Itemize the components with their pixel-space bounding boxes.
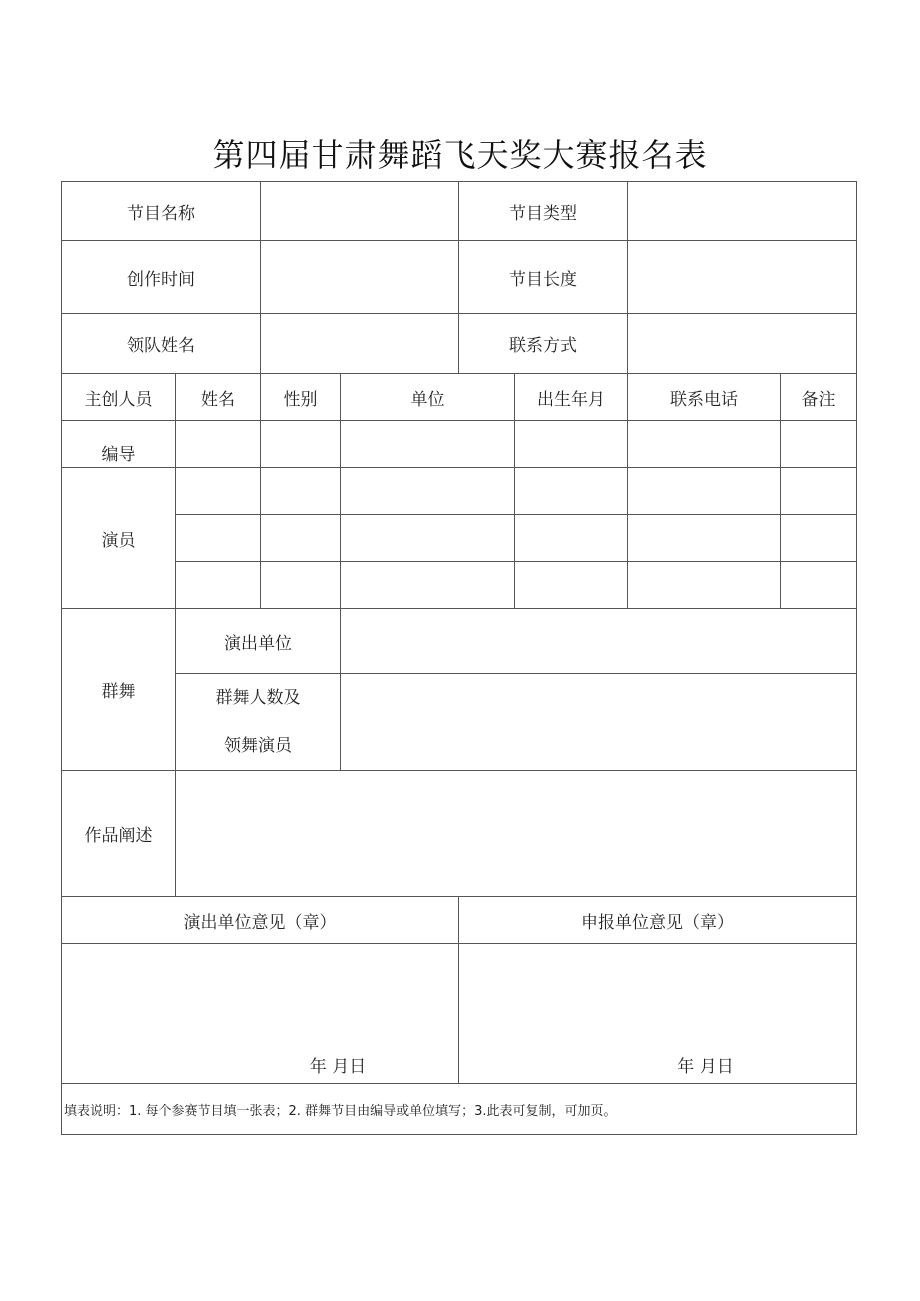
performer-gender-field[interactable] <box>261 515 341 562</box>
description-field[interactable] <box>176 771 857 897</box>
note-row <box>62 1084 857 1135</box>
group-unit-label: 演出单位 <box>176 609 341 674</box>
performer-name-field[interactable] <box>176 468 261 515</box>
creation-time-label: 创作时间 <box>62 241 261 314</box>
group-count-row <box>62 674 857 771</box>
performer-phone-field[interactable] <box>628 468 781 515</box>
performer-gender-field[interactable] <box>261 562 341 609</box>
performer-remark-field[interactable] <box>781 468 857 515</box>
perf-unit-opinion-label: 演出单位意见（章） <box>62 897 459 944</box>
performer-phone-field[interactable] <box>628 515 781 562</box>
group-unit-row <box>62 609 857 674</box>
performer-birth-field[interactable] <box>515 468 628 515</box>
group-count-label-line2: 领舞演员 <box>224 736 292 756</box>
director-birth-field[interactable] <box>515 421 628 468</box>
info-row-2 <box>62 241 857 314</box>
perf-unit-opinion-field[interactable] <box>62 944 459 1084</box>
performer-remark-field[interactable] <box>781 515 857 562</box>
group-count-field[interactable] <box>341 674 857 771</box>
performer-unit-field[interactable] <box>341 468 515 515</box>
program-type-field[interactable] <box>628 182 857 241</box>
director-remark-field[interactable] <box>781 421 857 468</box>
header-birth: 出生年月 <box>515 374 628 421</box>
director-gender-field[interactable] <box>261 421 341 468</box>
performer-name-field[interactable] <box>176 515 261 562</box>
director-label-text: 编导 <box>101 444 136 465</box>
director-label <box>62 421 176 468</box>
group-dance-label: 群舞 <box>62 609 176 771</box>
registration-table <box>61 181 857 1135</box>
apply-unit-opinion-label: 申报单位意见（章） <box>459 897 857 944</box>
header-phone: 联系电话 <box>628 374 781 421</box>
performer-unit-field[interactable] <box>341 515 515 562</box>
performer-unit-field[interactable] <box>341 562 515 609</box>
contact-label: 联系方式 <box>459 314 628 374</box>
director-unit-field[interactable] <box>341 421 515 468</box>
performer-gender-field[interactable] <box>261 468 341 515</box>
header-remark: 备注 <box>781 374 857 421</box>
header-unit: 单位 <box>341 374 515 421</box>
leader-name-field[interactable] <box>261 314 459 374</box>
performer-row <box>62 562 857 609</box>
description-row <box>62 771 857 897</box>
opinion-body-row <box>62 944 857 1084</box>
fill-instructions: 填表说明：1. 每个参赛节目填一张表；2. 群舞节目由编导或单位填写；3.此表可复制，可加页。 <box>62 1084 857 1135</box>
program-name-label: 节目名称 <box>62 182 261 241</box>
program-length-field[interactable] <box>628 241 857 314</box>
description-label: 作品阐述 <box>62 771 176 897</box>
group-unit-field[interactable] <box>341 609 857 674</box>
apply-unit-opinion-field[interactable] <box>459 944 857 1084</box>
performer-label: 演员 <box>62 468 176 609</box>
director-phone-field[interactable] <box>628 421 781 468</box>
performer-phone-field[interactable] <box>628 562 781 609</box>
director-name-field[interactable] <box>176 421 261 468</box>
form-title: 第四届甘肃舞蹈飞天奖大赛报名表 <box>212 136 708 174</box>
program-name-field[interactable] <box>261 182 459 241</box>
info-row-1 <box>62 182 857 241</box>
performer-remark-field[interactable] <box>781 562 857 609</box>
staff-header-row <box>62 374 857 421</box>
director-row <box>62 421 857 468</box>
info-row-3 <box>62 314 857 374</box>
performer-row <box>62 515 857 562</box>
apply-unit-date: 年 月日 <box>677 1057 734 1077</box>
leader-name-label: 领队姓名 <box>62 314 261 374</box>
opinion-header-row <box>62 897 857 944</box>
perf-unit-date: 年 月日 <box>309 1057 367 1077</box>
program-length-label: 节目长度 <box>459 241 628 314</box>
performer-row <box>62 468 857 515</box>
header-gender: 性别 <box>261 374 341 421</box>
program-type-label: 节目类型 <box>459 182 628 241</box>
group-count-label-line1: 群舞人数及 <box>215 688 301 708</box>
performer-birth-field[interactable] <box>515 515 628 562</box>
creation-time-field[interactable] <box>261 241 459 314</box>
header-name: 姓名 <box>176 374 261 421</box>
contact-field[interactable] <box>628 314 857 374</box>
performer-name-field[interactable] <box>176 562 261 609</box>
performer-birth-field[interactable] <box>515 562 628 609</box>
group-count-label <box>176 674 341 771</box>
header-role: 主创人员 <box>62 374 176 421</box>
